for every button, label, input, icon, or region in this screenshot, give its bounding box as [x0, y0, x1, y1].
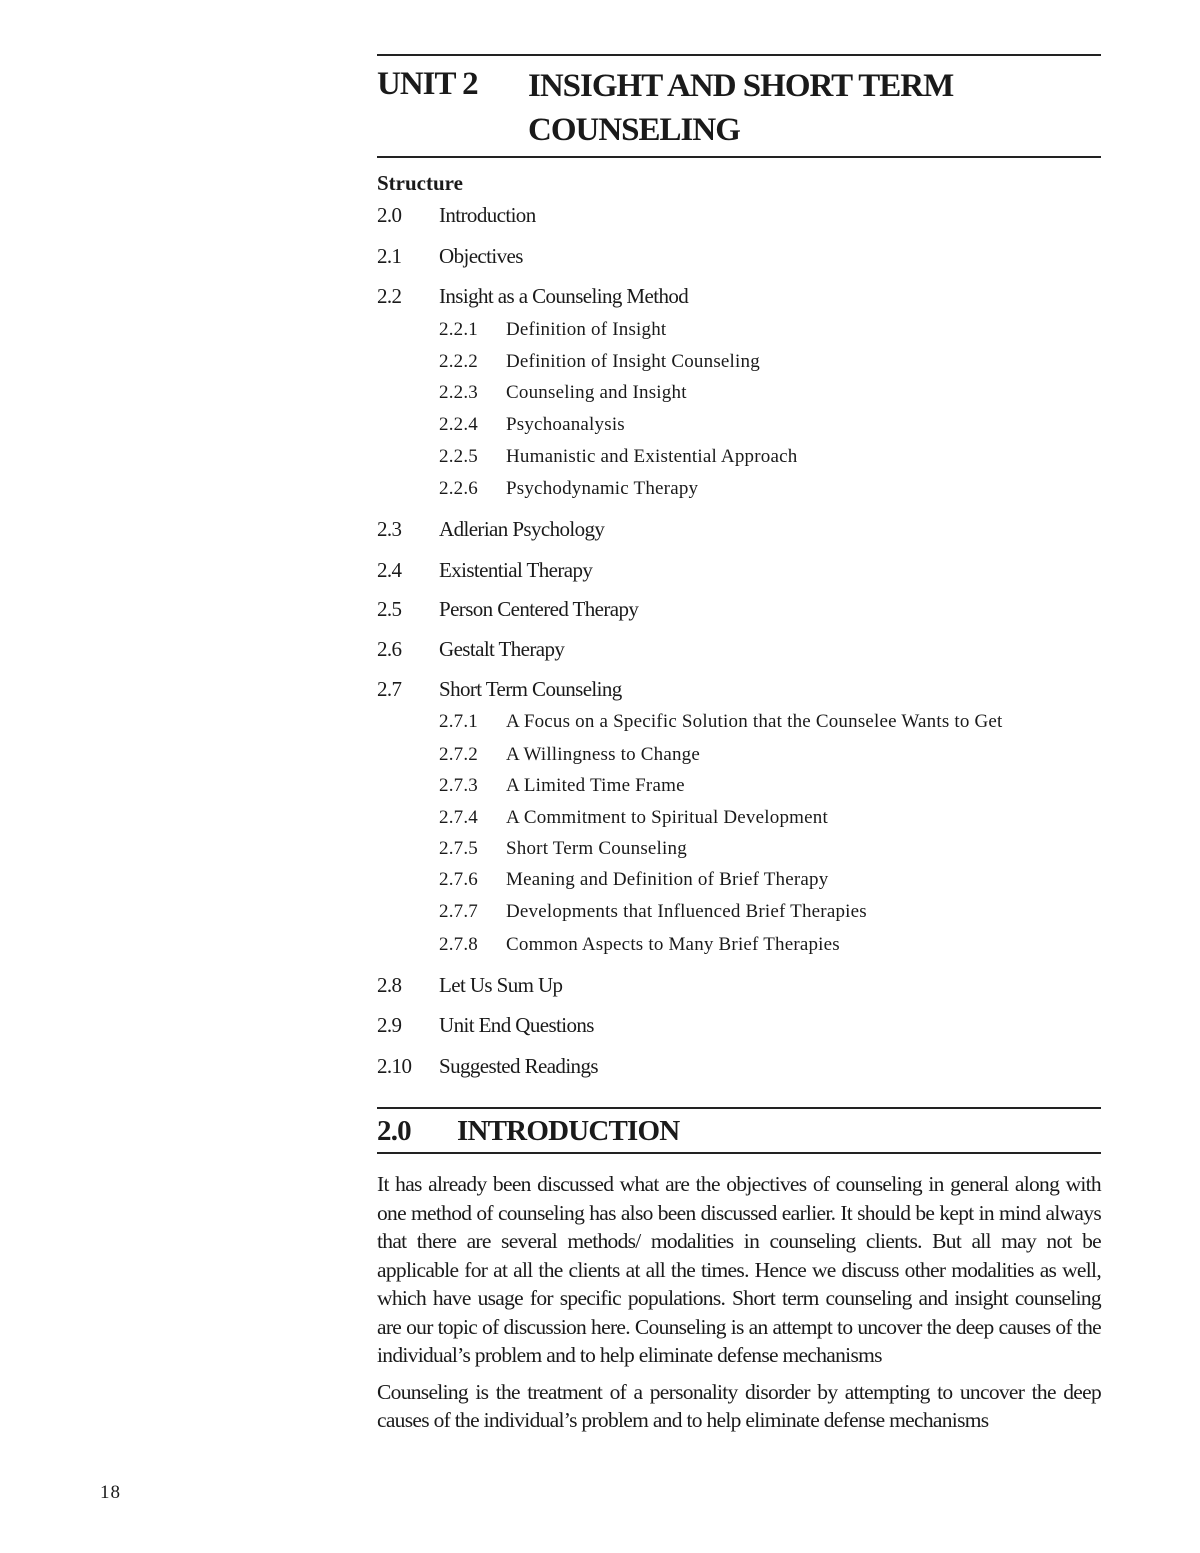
toc-label: Definition of Insight Counseling [506, 351, 760, 372]
paragraph: It has already been discussed what are the objectives of counseling in general along with one method of counseling has also been discussed earlier. It should be kept in mind always that there are several methods/ modalities in counseling clients. But all may not be applicable for at all the clients at all the times. Hence we discuss other modalities as well, which have usage for specific populations. Short term counseling and insight counseling are our topic of discussion here. Counseling is an attempt to uncover the deep causes of the individual’s problem and to help eliminate defense mechanisms [377, 1172, 1101, 1367]
section-title: INTRODUCTION [457, 1115, 680, 1147]
toc-label: Adlerian Psychology [439, 517, 605, 541]
toc-number: 2.7.1 [439, 711, 478, 732]
toc-subitem [439, 319, 666, 341]
toc-subitem [439, 351, 760, 373]
toc-label: Unit End Questions [439, 1013, 594, 1037]
unit-header [377, 56, 1101, 156]
toc-subitem [439, 478, 698, 500]
toc-subitem [439, 934, 840, 956]
toc-label: A Focus on a Specific Solution that the Counselee Wants to Get [506, 711, 1003, 732]
toc-number: 2.2.4 [439, 414, 478, 435]
toc-number: 2.3 [377, 517, 402, 541]
toc-subitem [439, 382, 687, 404]
toc-subitem [439, 807, 828, 829]
toc-number: 2.2.5 [439, 446, 478, 467]
toc-label: Developments that Influenced Brief Therapies [506, 901, 867, 922]
toc-number: 2.7.7 [439, 901, 478, 922]
toc-number: 2.6 [377, 637, 402, 661]
toc-number: 2.2 [377, 284, 402, 308]
toc-label: A Limited Time Frame [506, 775, 685, 796]
toc-subitem [439, 869, 828, 891]
toc-label: Objectives [439, 244, 523, 268]
toc-item [377, 203, 536, 228]
structure-label: Structure [377, 171, 463, 195]
toc-number: 2.10 [377, 1054, 412, 1078]
toc-label: Short Term Counseling [506, 838, 687, 859]
toc-number: 2.7 [377, 677, 402, 701]
toc-label: Counseling and Insight [506, 382, 687, 403]
toc-item [377, 517, 604, 542]
toc-number: 2.7.6 [439, 869, 478, 890]
toc-subitem [439, 901, 867, 923]
toc-subitem [439, 414, 625, 436]
toc-item [377, 284, 688, 309]
toc-label: Existential Therapy [439, 558, 593, 582]
toc-number: 2.7.2 [439, 744, 478, 765]
toc-item [377, 558, 592, 583]
unit-title [528, 64, 953, 152]
paragraph: Counseling is the treatment of a personality disorder by attempting to uncover the deep causes of the individual’s problem and to help eliminate defense mechanisms [377, 1379, 1101, 1432]
toc-label: Psychodynamic Therapy [506, 478, 699, 499]
toc-label: Person Centered Therapy [439, 597, 639, 621]
unit-title-line1: INSIGHT AND SHORT TERM [528, 68, 954, 104]
unit-title-line2: COUNSELING [528, 112, 740, 148]
unit-header-block [377, 54, 1101, 200]
toc-number: 2.7.4 [439, 807, 478, 828]
section-number: 2.0 [377, 1115, 411, 1147]
toc-subitem [439, 775, 685, 797]
toc-number: 2.8 [377, 973, 402, 997]
toc-subitem [439, 838, 687, 860]
toc-number: 2.2.1 [439, 319, 478, 340]
section-bottom-rule [377, 1152, 1101, 1154]
toc-number: 2.2.6 [439, 478, 478, 499]
toc-label: Let Us Sum Up [439, 973, 563, 997]
toc-item [377, 244, 523, 269]
toc-number: 2.2.2 [439, 351, 478, 372]
toc-label: Meaning and Definition of Brief Therapy [506, 869, 829, 890]
toc-number: 2.2.3 [439, 382, 478, 403]
toc-label: Insight as a Counseling Method [439, 284, 689, 308]
toc-number: 2.5 [377, 597, 402, 621]
toc-label: Psychoanalysis [506, 414, 625, 435]
toc-item [377, 637, 564, 662]
toc-number: 2.7.8 [439, 934, 478, 955]
introduction-section [377, 1107, 1101, 1435]
toc-subitem [439, 446, 797, 468]
toc-label: A Commitment to Spiritual Development [506, 807, 828, 828]
toc-number: 2.0 [377, 203, 402, 227]
toc-number: 2.7.5 [439, 838, 478, 859]
toc-label: Introduction [439, 203, 536, 227]
toc-subitem [439, 744, 700, 766]
toc-number: 2.9 [377, 1013, 402, 1037]
toc-number: 2.4 [377, 558, 402, 582]
unit-number: UNIT 2 [377, 66, 478, 102]
toc-item [377, 1013, 594, 1038]
toc-label: Short Term Counseling [439, 677, 622, 701]
page-number: 18 [100, 1482, 121, 1503]
section-heading [377, 1109, 1101, 1152]
toc-label: Suggested Readings [439, 1054, 598, 1078]
toc-item [377, 973, 562, 998]
toc-label: Common Aspects to Many Brief Therapies [506, 934, 840, 955]
header-bottom-rule [377, 156, 1101, 158]
toc-label: Definition of Insight [506, 319, 667, 340]
toc-number: 2.7.3 [439, 775, 478, 796]
toc-label: A Willingness to Change [506, 744, 701, 765]
toc-number: 2.1 [377, 244, 402, 268]
toc-item [377, 597, 638, 622]
toc-item [377, 677, 622, 702]
toc-item [377, 1054, 598, 1079]
toc-label: Gestalt Therapy [439, 637, 565, 661]
toc-label: Humanistic and Existential Approach [506, 446, 798, 467]
toc-subitem [439, 711, 1003, 733]
